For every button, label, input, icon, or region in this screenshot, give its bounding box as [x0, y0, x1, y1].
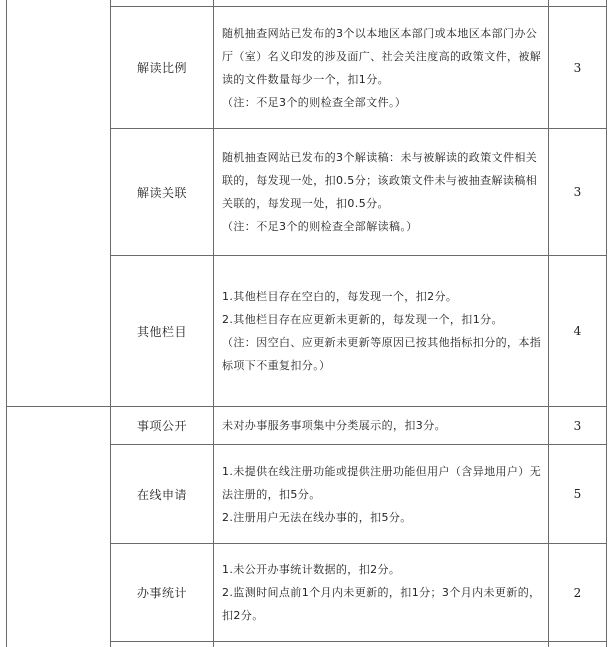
item-name-cell [111, 7, 213, 128]
criteria-text: 未对办事服务事项集中分类展示的，扣3分。 [222, 419, 446, 432]
table-border-left [6, 0, 7, 647]
score-value: 3 [573, 418, 582, 433]
item-name-cell [111, 407, 213, 444]
criteria-note: （注：不足3个的则检查全部文件。） [222, 95, 407, 109]
criteria-cell [214, 445, 548, 543]
item-name-cell [111, 544, 213, 641]
item-name: 解读比例 [136, 61, 187, 75]
criteria-cell [214, 407, 548, 444]
criteria-text: 1.未提供在线注册功能或提供注册功能但用户（含异地用户）无法注册的，扣5分。 [222, 464, 542, 501]
criteria-cell [214, 129, 548, 255]
score-cell [549, 407, 606, 444]
criteria-cell [214, 7, 548, 128]
score-cell [549, 445, 606, 543]
score-cell [549, 129, 606, 255]
item-name: 解读关联 [136, 185, 187, 200]
score-cell [549, 7, 606, 128]
criteria-text: 1.其他栏目存在空白的，每发现一个，扣2分。 [222, 290, 458, 303]
criteria-cell [214, 544, 548, 641]
item-name: 事项公开 [136, 419, 187, 433]
criteria-cell [214, 256, 548, 406]
criteria-text: 1.未公开办事统计数据的，扣2分。 [222, 563, 401, 576]
item-name-cell [111, 445, 213, 543]
score-cell [549, 256, 606, 406]
table-border-right [606, 0, 607, 647]
score-value: 3 [573, 185, 582, 199]
item-name-cell [111, 129, 213, 255]
item-name-cell [111, 256, 213, 406]
criteria-text: 随机抽查网站已发布的3个以本地区本部门或本地区本部门办公厅（室）名义印发的涉及面广、社会关注度高的政策文件，被解读的文件数量每少一个，扣1分。 [222, 26, 542, 86]
item-name: 其他栏目 [136, 324, 187, 339]
criteria-text: 随机抽查网站已发布的3个解读稿：未与被解读的政策文件相关联的，每发现一处，扣0.5分；该政策文件未与被抽查解读稿相关联的，每发现一处，扣0.5分。 [222, 151, 538, 210]
criteria-text: 2.监测时间点前1个月内未更新的，扣1分；3个月内未更新的，扣2分。 [222, 586, 541, 622]
row-divider [110, 641, 607, 642]
item-name: 在线申请 [136, 487, 187, 502]
criteria-text: 2.其他栏目存在应更新未更新的，每发现一个，扣1分。 [222, 313, 503, 326]
score-value: 4 [573, 324, 582, 338]
score-value: 5 [573, 487, 582, 501]
criteria-note: （注：不足3个的则检查全部解读稿。） [222, 220, 418, 233]
item-name: 办事统计 [136, 586, 187, 600]
score-value: 3 [573, 60, 582, 75]
criteria-note: （注：因空白、应更新未更新等原因已按其他指标扣分的，本指标项下不重复扣分。） [222, 336, 542, 372]
score-cell [549, 544, 606, 641]
score-value: 2 [573, 585, 582, 600]
criteria-text: 2.注册用户无法在线办事的，扣5分。 [222, 510, 412, 524]
